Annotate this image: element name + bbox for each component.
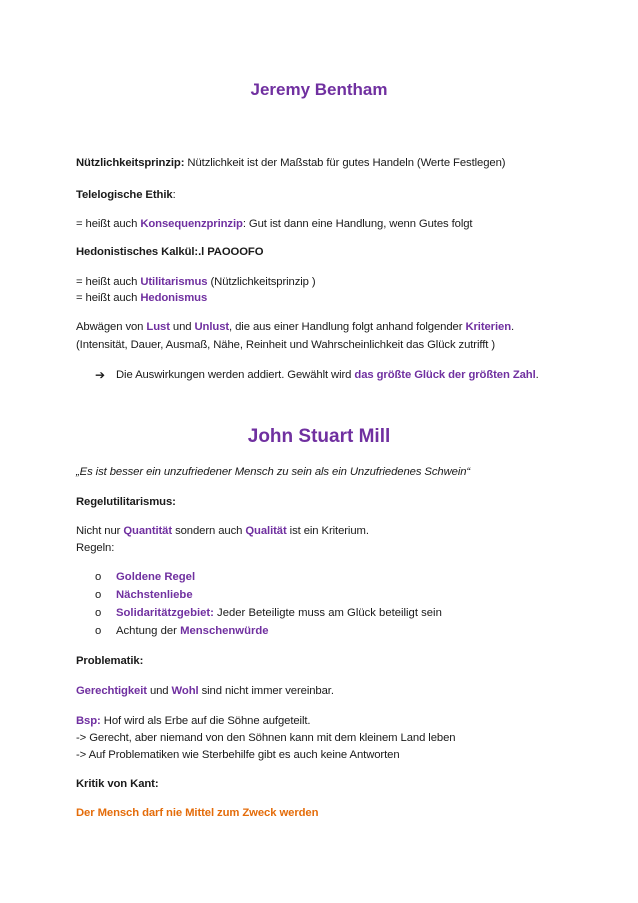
term-text: Nützlichkeit ist der Maßstab für gutes Handeln (Werte Festlegen) bbox=[184, 157, 506, 169]
line-kritik-von-kant: Kritik von Kant: bbox=[76, 778, 159, 790]
text: = heißt auch bbox=[76, 276, 141, 288]
text: Abwägen von bbox=[76, 321, 147, 333]
line-problematik: Problematik: bbox=[76, 655, 144, 667]
line-quantitaet-qualitaet bbox=[76, 524, 369, 539]
highlight-term: Unlust bbox=[194, 321, 230, 333]
text: = heißt auch bbox=[76, 292, 141, 304]
line-gerechtigkeit-wohl bbox=[76, 684, 334, 699]
highlight-term: Solidaritätzgebiet: bbox=[116, 607, 214, 619]
highlight-term: Konsequenzprinzip bbox=[140, 218, 243, 230]
text: sind nicht immer vereinbar. bbox=[198, 685, 334, 697]
line-konsequenzprinzip bbox=[76, 217, 472, 232]
text: . bbox=[511, 321, 515, 333]
highlight-term: Gerechtigkeit bbox=[76, 685, 147, 697]
highlight-term: Nächstenliebe bbox=[116, 589, 193, 601]
text: und bbox=[169, 321, 195, 333]
list-item bbox=[116, 588, 193, 603]
highlight-term: das größte Glück der größten Zahl bbox=[354, 369, 536, 381]
text: : Gut ist dann eine Handlung, wenn Gutes folgt bbox=[242, 218, 473, 230]
highlight-term: Kriterien bbox=[465, 321, 511, 333]
line-sterbehilfe: -> Auf Problematiken wie Sterbehilfe gibt es auch keine Antworten bbox=[76, 749, 400, 761]
line-beispiel bbox=[76, 714, 310, 729]
term-label: Nützlichkeitsprinzip: bbox=[76, 157, 185, 169]
heading-jeremy-bentham: Jeremy Bentham bbox=[250, 80, 388, 99]
line-auswirkungen bbox=[116, 368, 539, 383]
line-regelutilitarismus: Regelutilitarismus: bbox=[76, 496, 176, 508]
line-regeln: Regeln: bbox=[76, 542, 115, 554]
line-mittel-zum-zweck: Der Mensch darf nie Mittel zum Zweck werden bbox=[76, 807, 319, 819]
line-gerecht: -> Gerecht, aber niemand von den Söhnen kann mit dem kleinem Land leben bbox=[76, 732, 456, 744]
text: und bbox=[146, 685, 172, 697]
line-hedonistisches-kalkuel: Hedonistisches Kalkül:.l PAOOOFO bbox=[76, 246, 264, 258]
highlight-term: Hedonismus bbox=[140, 292, 208, 304]
line-abwaegen bbox=[76, 320, 514, 335]
term-label: Telelogische Ethik bbox=[76, 189, 173, 201]
highlight-term: Lust bbox=[146, 321, 170, 333]
arrow-right-icon: ➔ bbox=[95, 368, 106, 382]
highlight-term: Goldene Regel bbox=[116, 571, 196, 583]
line-teleologische-ethik bbox=[76, 188, 176, 203]
highlight-term: Bsp: bbox=[76, 715, 101, 727]
text: ist ein Kriterium. bbox=[286, 525, 369, 537]
text: (Nützlichkeitsprinzip ) bbox=[207, 276, 316, 288]
line-nuetzlichkeitsprinzip bbox=[76, 156, 505, 171]
highlight-term: Menschenwürde bbox=[180, 625, 269, 637]
mill-quote: „Es ist besser ein unzufriedener Mensch zu sein als ein Unzufriedenes Schwein“ bbox=[76, 466, 471, 478]
text: Hof wird als Erbe auf die Söhne aufgeteilt. bbox=[100, 715, 311, 727]
bullet-marker: o bbox=[95, 589, 102, 601]
text: Nicht nur bbox=[76, 525, 124, 537]
text: Jeder Beteiligte muss am Glück beteiligt sein bbox=[213, 607, 442, 619]
text: . bbox=[535, 369, 539, 381]
highlight-term: Quantität bbox=[123, 525, 173, 537]
text: sondern auch bbox=[172, 525, 246, 537]
bullet-marker: o bbox=[95, 607, 102, 619]
heading-john-stuart-mill: John Stuart Mill bbox=[247, 426, 391, 447]
line-kriterien-liste: (Intensität, Dauer, Ausmaß, Nähe, Reinheit und Wahrscheinlichkeit das Glück zutrifft ) bbox=[76, 339, 495, 351]
text: Die Auswirkungen werden addiert. Gewählt wird bbox=[116, 369, 355, 381]
term-text: : bbox=[172, 189, 176, 201]
list-item bbox=[116, 606, 442, 621]
bullet-marker: o bbox=[95, 625, 102, 637]
highlight-term: Qualität bbox=[245, 525, 287, 537]
bullet-marker: o bbox=[95, 571, 102, 583]
highlight-term: Wohl bbox=[171, 685, 199, 697]
text: = heißt auch bbox=[76, 218, 141, 230]
text: , die aus einer Handlung folgt anhand folgender bbox=[229, 321, 466, 333]
line-hedonismus bbox=[76, 291, 207, 306]
line-utilitarismus bbox=[76, 275, 316, 290]
highlight-term: Utilitarismus bbox=[140, 276, 208, 288]
list-item bbox=[116, 624, 269, 639]
text: Achtung der bbox=[116, 625, 181, 637]
list-item bbox=[116, 570, 195, 585]
